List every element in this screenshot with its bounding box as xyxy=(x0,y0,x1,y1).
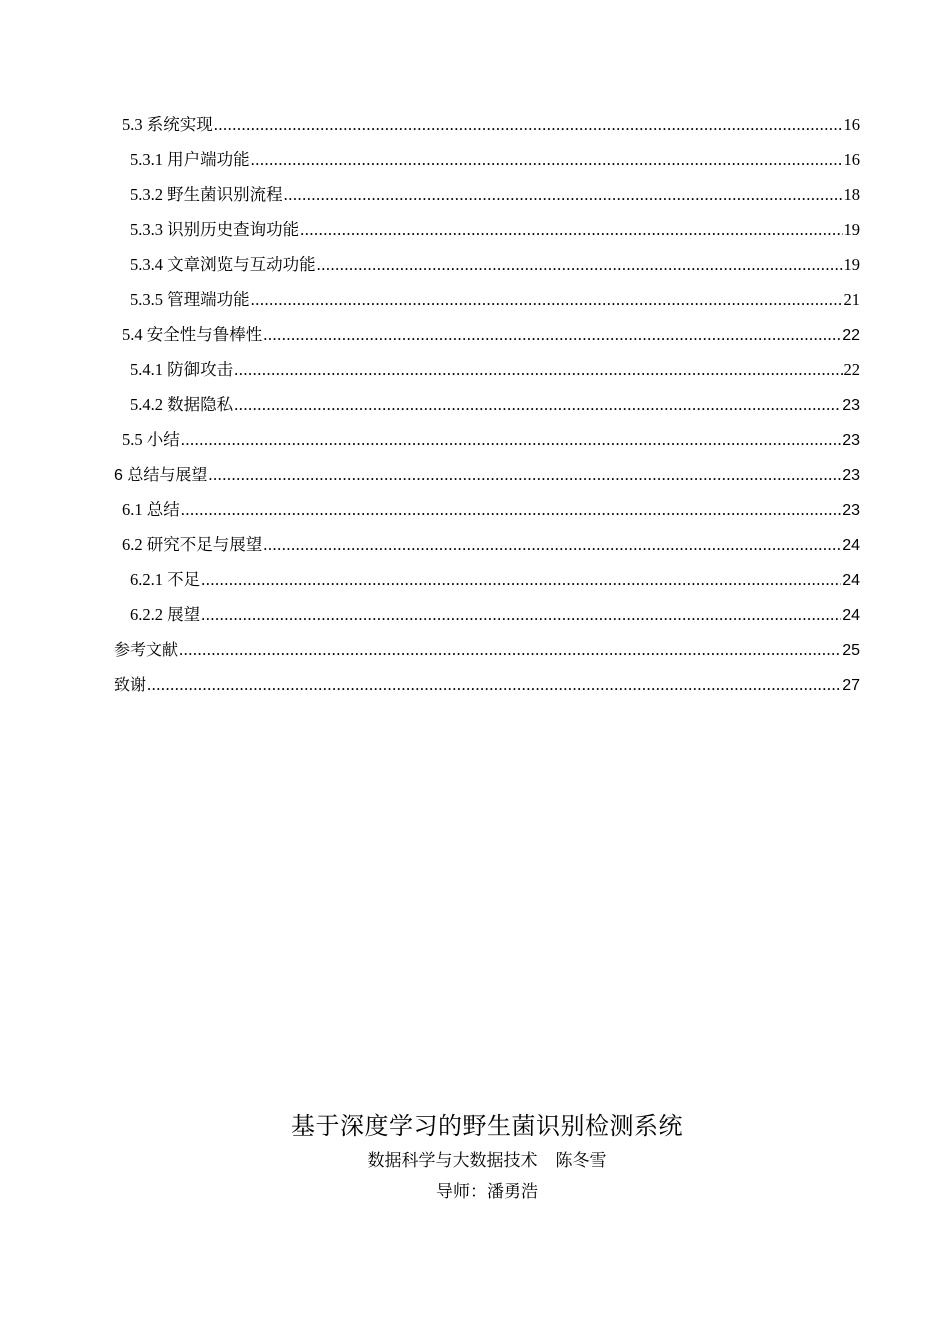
toc-dot-leader xyxy=(201,568,841,592)
thesis-author-line xyxy=(12,1146,950,1176)
toc-dot-leader xyxy=(179,638,841,662)
toc-page-number: 23 xyxy=(842,432,860,449)
toc-entry[interactable] xyxy=(0,428,860,463)
toc-entry-title: 6.1 总结 xyxy=(122,500,180,519)
toc-page-number: 16 xyxy=(843,150,860,169)
advisor-label: 导师： xyxy=(436,1182,487,1202)
toc-entry[interactable] xyxy=(0,463,860,498)
toc-entry[interactable] xyxy=(0,288,860,323)
toc-entry-title: 5.4 安全性与鲁棒性 xyxy=(122,325,263,344)
toc-page-number: 19 xyxy=(843,255,860,274)
toc-dot-leader xyxy=(300,218,842,242)
toc-entry-title: 5.3.3 识别历史查询功能 xyxy=(130,220,300,239)
toc-page-number: 27 xyxy=(842,677,860,694)
thesis-title: 基于深度学习的野生菌识别检测系统 xyxy=(291,1112,683,1140)
toc-entry[interactable] xyxy=(0,568,860,603)
toc-entry-title: 致谢 xyxy=(114,677,147,694)
toc-entry-title: 6.2 研究不足与展望 xyxy=(122,535,263,554)
toc-page-number: 19 xyxy=(843,220,860,239)
toc-page-number: 24 xyxy=(842,537,860,554)
toc-entry[interactable] xyxy=(0,218,860,253)
toc-entry[interactable] xyxy=(0,673,860,708)
toc-entry[interactable] xyxy=(0,113,860,148)
toc-entry[interactable] xyxy=(0,358,860,393)
toc-entry-title: 5.5 小结 xyxy=(122,430,180,449)
toc-dot-leader xyxy=(181,428,841,452)
toc-entry-title: 6.2.2 展望 xyxy=(130,605,201,624)
toc-dot-leader xyxy=(284,183,843,207)
toc-page-number: 23 xyxy=(842,467,860,484)
toc-page-number: 22 xyxy=(843,360,860,379)
toc-entry-title: 5.4.1 防御攻击 xyxy=(130,360,234,379)
thesis-author: 陈冬雪 xyxy=(555,1151,607,1171)
table-of-contents xyxy=(0,113,950,708)
toc-entry[interactable] xyxy=(0,253,860,288)
toc-entry[interactable] xyxy=(0,183,860,218)
toc-page-number: 18 xyxy=(843,185,860,204)
toc-page-number: 21 xyxy=(843,290,860,309)
toc-entry-title: 5.3.4 文章浏览与互动功能 xyxy=(130,255,316,274)
toc-dot-leader xyxy=(181,498,841,522)
toc-page-number: 23 xyxy=(842,502,860,519)
thesis-title-block xyxy=(12,1108,950,1207)
toc-entry[interactable] xyxy=(0,533,860,568)
toc-entry-title: 6 总结与展望 xyxy=(114,467,208,484)
toc-entry-title: 5.4.2 数据隐私 xyxy=(130,395,234,414)
toc-dot-leader xyxy=(234,393,841,417)
toc-dot-leader xyxy=(263,323,841,347)
toc-dot-leader xyxy=(263,533,841,557)
toc-dot-leader xyxy=(147,673,841,697)
toc-entry[interactable] xyxy=(0,393,860,428)
toc-entry-title: 5.3 系统实现 xyxy=(122,115,213,134)
toc-page-number: 22 xyxy=(842,327,860,344)
thesis-major: 数据科学与大数据技术 xyxy=(367,1151,538,1171)
toc-page-number: 24 xyxy=(842,607,860,624)
toc-dot-leader xyxy=(234,358,842,382)
toc-entry-title: 5.3.2 野生菌识别流程 xyxy=(130,185,283,204)
toc-entry[interactable] xyxy=(0,498,860,533)
toc-dot-leader xyxy=(201,603,841,627)
toc-entry-title: 参考文献 xyxy=(114,642,179,659)
toc-entry[interactable] xyxy=(0,148,860,183)
toc-dot-leader xyxy=(208,463,841,487)
toc-page-number: 16 xyxy=(843,115,860,134)
toc-dot-leader xyxy=(214,113,843,137)
toc-dot-leader xyxy=(251,148,843,172)
toc-entry[interactable] xyxy=(0,603,860,638)
toc-entry-title: 5.3.5 管理端功能 xyxy=(130,290,250,309)
toc-page-number: 25 xyxy=(842,642,860,659)
toc-entry-title: 6.2.1 不足 xyxy=(130,570,201,589)
toc-entry[interactable] xyxy=(0,638,860,673)
thesis-advisor-line xyxy=(12,1177,950,1207)
toc-entry-title: 5.3.1 用户端功能 xyxy=(130,150,250,169)
toc-page-number: 24 xyxy=(842,572,860,589)
toc-dot-leader xyxy=(317,253,843,277)
toc-dot-leader xyxy=(251,288,843,312)
toc-entry[interactable] xyxy=(0,323,860,358)
toc-page-number: 23 xyxy=(842,397,860,414)
advisor-name: 潘勇浩 xyxy=(487,1182,538,1202)
